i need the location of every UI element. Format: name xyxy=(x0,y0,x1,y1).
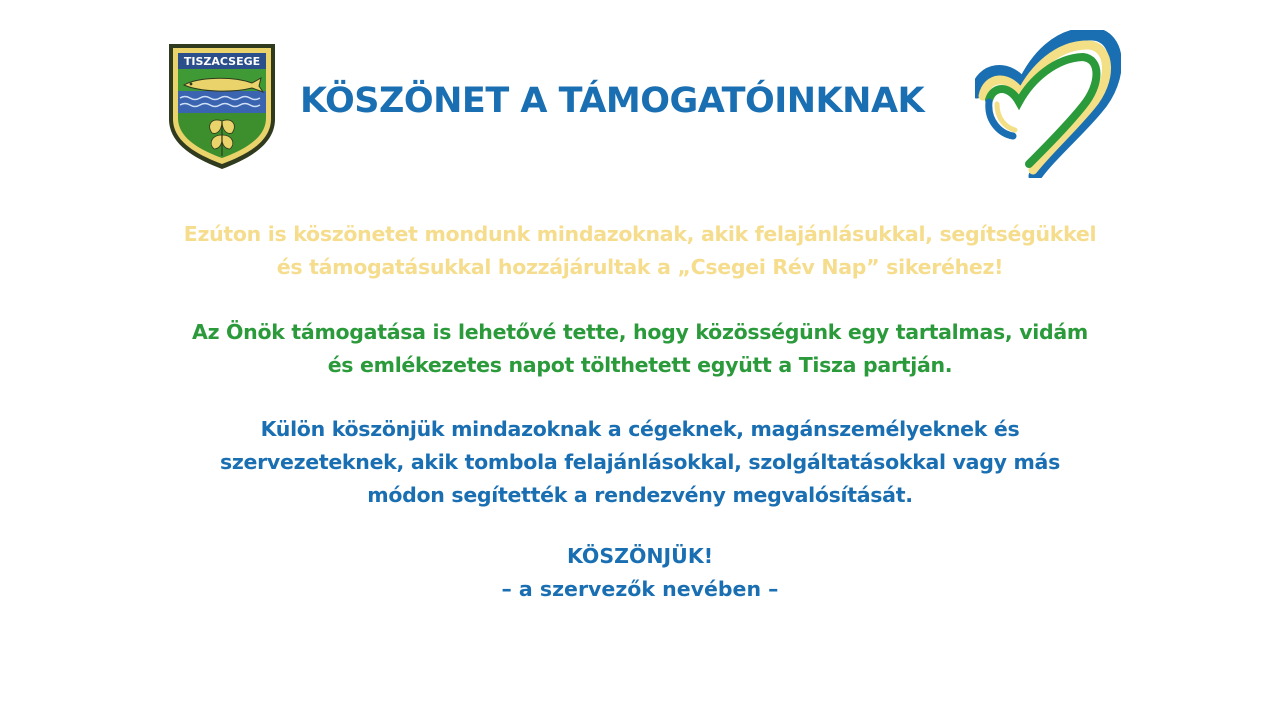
coat-of-arms-icon xyxy=(166,41,278,171)
heart-logo-icon xyxy=(975,30,1121,178)
paragraph-line: és emlékezetes napot tölthetett együtt a Tisza partján. xyxy=(327,353,953,377)
paragraph-line: módon segítették a rendezvény megvalósítását. xyxy=(367,483,913,507)
paragraph-line: Ezúton is köszönetet mondunk mindazoknak, akik felajánlásukkal, segítségükkel xyxy=(183,222,1097,246)
special-thanks-paragraph xyxy=(130,413,1150,512)
closing-block xyxy=(330,540,950,606)
paragraph-line: és támogatásukkal hozzájárultak a „Csegei Rév Nap” sikeréhez! xyxy=(276,255,1004,279)
thanks-intro-paragraph xyxy=(130,218,1150,284)
closing-signature: – a szervezők nevében – xyxy=(501,577,779,601)
paragraph-line: Külön köszönjük mindazoknak a cégeknek, magánszemélyeknek és xyxy=(260,417,1020,441)
page-title: KÖSZÖNET A TÁMOGATÓINKNAK xyxy=(300,81,925,121)
crest-label: TISZACSEGE xyxy=(183,55,261,68)
closing-thanks: KÖSZÖNJÜK! xyxy=(566,544,714,568)
community-day-paragraph xyxy=(130,316,1150,382)
paragraph-line: szervezeteknek, akik tombola felajánlásokkal, szolgáltatásokkal vagy más xyxy=(219,450,1060,474)
paragraph-line: Az Önök támogatása is lehetővé tette, hogy közösségünk egy tartalmas, vidám xyxy=(192,320,1088,344)
